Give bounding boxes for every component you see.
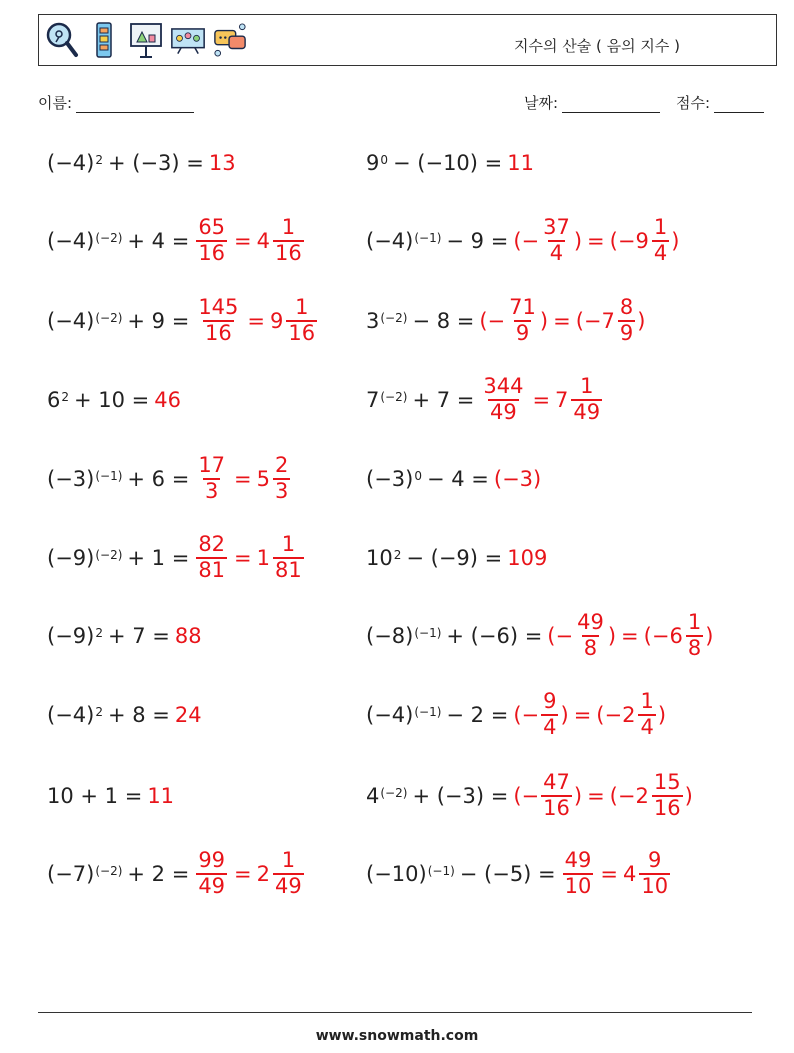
improper-fraction xyxy=(481,375,525,424)
answer-value: 24 xyxy=(174,703,202,727)
problem-base: 4 xyxy=(366,784,380,808)
answer-open-paren: ( xyxy=(596,703,605,727)
answer xyxy=(479,296,645,345)
answer xyxy=(494,467,541,491)
answer-close-paren: ) xyxy=(684,784,693,808)
problem-base: (−4) xyxy=(47,229,95,253)
meeting-board-icon xyxy=(171,21,205,59)
improper-fraction xyxy=(575,611,606,660)
answer xyxy=(194,533,305,582)
problem-exponent: 2 xyxy=(61,390,70,404)
mixed-whole: −2 xyxy=(604,703,636,727)
problem-base: (−4) xyxy=(366,229,414,253)
problem-base: (−3) xyxy=(47,467,95,491)
problem xyxy=(366,444,541,514)
problem-exponent: (−2) xyxy=(95,311,123,325)
improper-fraction-denominator: 49 xyxy=(490,400,517,424)
problem-exponent: (−1) xyxy=(427,864,455,878)
answer-open-paren: ( xyxy=(575,309,584,333)
problem-exponent: (−1) xyxy=(414,705,442,719)
answer-close-paren: ) xyxy=(560,703,569,727)
mixed-fraction-numerator: 1 xyxy=(281,215,296,240)
improper-fraction-numerator: 9 xyxy=(543,689,557,714)
problem xyxy=(47,128,236,198)
problem-exponent: 0 xyxy=(414,469,422,483)
mixed-fraction xyxy=(273,216,304,265)
mixed-whole: 5 xyxy=(256,467,271,491)
answer xyxy=(507,546,547,570)
mixed-fraction-denominator: 4 xyxy=(640,715,654,739)
answer-equals: = xyxy=(600,862,618,886)
answer xyxy=(194,849,305,898)
problem-operation: − 4 = xyxy=(426,467,489,491)
mixed-fraction-denominator: 49 xyxy=(275,874,302,898)
problem-exponent: 2 xyxy=(95,153,103,167)
problem xyxy=(47,680,202,750)
footer-url: www.snowmath.com xyxy=(315,1028,479,1044)
mixed-fraction-numerator: 1 xyxy=(653,215,668,240)
improper-fraction xyxy=(196,849,227,898)
mixed-fraction xyxy=(639,849,670,898)
mixed-fraction-numerator: 1 xyxy=(295,295,309,320)
answer xyxy=(561,849,672,898)
problem xyxy=(47,601,202,671)
mixed-fraction-denominator: 4 xyxy=(653,241,668,265)
mixed-fraction-denominator: 16 xyxy=(653,796,681,820)
mixed-fraction xyxy=(652,216,669,265)
problem xyxy=(366,601,713,671)
problem-operation: − (−5) = xyxy=(459,862,556,886)
mixed-fraction xyxy=(571,375,602,424)
mixed-fraction-numerator: 1 xyxy=(687,610,702,635)
date-blank xyxy=(562,98,660,113)
problem-operation: + (−3) = xyxy=(412,784,509,808)
problem-exponent: (−2) xyxy=(95,231,123,245)
improper-fraction-denominator: 10 xyxy=(564,874,592,898)
mixed-fraction-denominator: 16 xyxy=(275,241,302,265)
mixed-fraction xyxy=(273,849,304,898)
mixed-fraction xyxy=(273,533,304,582)
problem-base: (−9) xyxy=(47,624,95,648)
answer xyxy=(154,388,181,412)
problem-operation: + 8 = xyxy=(107,703,170,727)
problem-operation: − (−10) = xyxy=(393,151,503,175)
answer-equals: = xyxy=(234,467,252,491)
improper-fraction xyxy=(541,216,572,265)
problem xyxy=(47,286,319,356)
mixed-fraction-denominator: 10 xyxy=(641,874,669,898)
magnifier-icon xyxy=(45,21,79,59)
answer-value: 13 xyxy=(208,151,236,175)
answer-value: 46 xyxy=(154,388,182,412)
mixed-fraction-denominator: 3 xyxy=(275,479,289,503)
problem-exponent: (−2) xyxy=(380,311,408,325)
problem-exponent: 2 xyxy=(95,626,103,640)
name-blank xyxy=(76,98,194,113)
problem xyxy=(47,523,306,593)
answer-equals: = xyxy=(621,624,639,648)
improper-fraction xyxy=(196,216,227,265)
mixed-whole: 1 xyxy=(256,546,271,570)
improper-fraction-denominator: 16 xyxy=(198,241,226,265)
problem-base: 10 xyxy=(366,546,393,570)
answer-value: 11 xyxy=(147,784,175,808)
worksheet-title: 지수의 산술 ( 음의 지수 ) xyxy=(514,37,680,55)
improper-fraction-numerator: 17 xyxy=(198,453,226,478)
problem-exponent: (−1) xyxy=(95,469,123,483)
date-field xyxy=(524,92,660,113)
presentation-board-icon xyxy=(129,21,163,59)
answer xyxy=(513,771,692,820)
answer xyxy=(209,151,236,175)
answer xyxy=(175,703,202,727)
mixed-fraction-numerator: 1 xyxy=(580,374,594,399)
problem-base: (−9) xyxy=(47,546,95,570)
answer-equals: = xyxy=(587,784,605,808)
phone-chart-icon xyxy=(87,21,121,59)
mixed-whole: 7 xyxy=(555,388,569,412)
problem-base: 10 + 1 = xyxy=(47,784,143,808)
improper-fraction-denominator: 16 xyxy=(204,321,232,345)
improper-fraction-denominator: 9 xyxy=(515,321,530,345)
problem-operation: + (−6) = xyxy=(446,624,543,648)
problem-exponent: (−2) xyxy=(95,548,123,562)
improper-fraction-numerator: 49 xyxy=(564,848,592,873)
problem-base: (−4) xyxy=(47,309,95,333)
answer xyxy=(479,375,604,424)
problem-exponent: (−1) xyxy=(414,626,442,640)
mixed-whole: −2 xyxy=(617,784,649,808)
answer xyxy=(513,690,666,739)
score-blank xyxy=(714,98,764,113)
answer-close-paren: ) xyxy=(573,229,583,253)
mixed-whole: 4 xyxy=(623,862,637,886)
mixed-fraction-numerator: 1 xyxy=(640,689,654,714)
problem-base: (−8) xyxy=(366,624,414,648)
answer-equals: = xyxy=(234,229,252,253)
problem xyxy=(366,761,693,831)
mixed-fraction xyxy=(638,690,655,739)
improper-fraction xyxy=(196,454,227,503)
problem-exponent: (−2) xyxy=(95,864,123,878)
problem-operation: + 6 = xyxy=(127,467,190,491)
name-label: 이름: xyxy=(38,94,73,112)
problem-operation: + 10 = xyxy=(74,388,150,412)
problem xyxy=(366,206,679,276)
improper-fraction-denominator: 3 xyxy=(204,479,219,503)
answer-close-paren: ) xyxy=(573,784,583,808)
improper-fraction xyxy=(196,533,227,582)
problem-exponent: (−1) xyxy=(414,231,442,245)
answer-equals: = xyxy=(573,703,592,727)
answer-open-paren: (− xyxy=(479,309,506,333)
answer-equals: = xyxy=(247,309,266,333)
improper-fraction-denominator: 16 xyxy=(543,796,570,820)
mixed-fraction xyxy=(273,454,290,503)
problem-exponent: (−2) xyxy=(380,786,408,800)
problem-base: (−10) xyxy=(366,862,427,886)
date-label: 날짜: xyxy=(524,94,559,112)
problem-base: (−4) xyxy=(366,703,414,727)
answer-close-paren: ) xyxy=(657,703,667,727)
answer-value: (−3) xyxy=(493,467,542,491)
mixed-fraction xyxy=(286,296,317,345)
mixed-whole: 9 xyxy=(270,309,284,333)
answer-close-paren: ) xyxy=(705,624,714,648)
improper-fraction-numerator: 65 xyxy=(198,215,226,240)
answer-equals: = xyxy=(234,862,252,886)
answer-equals: = xyxy=(587,229,605,253)
problem-base: (−7) xyxy=(47,862,95,886)
problem xyxy=(366,839,672,909)
improper-fraction-numerator: 47 xyxy=(543,770,570,795)
improper-fraction xyxy=(196,296,240,345)
problem xyxy=(47,206,306,276)
name-field xyxy=(38,92,194,113)
score-label: 점수: xyxy=(676,94,711,112)
answer-open-paren: (− xyxy=(513,229,540,253)
improper-fraction-denominator: 81 xyxy=(198,558,226,582)
footer-divider xyxy=(38,1012,752,1013)
answer xyxy=(194,454,292,503)
mixed-fraction xyxy=(652,771,683,820)
problem-operation: + 7 = xyxy=(107,624,170,648)
problem-operation: + 9 = xyxy=(127,309,190,333)
mixed-fraction-denominator: 49 xyxy=(573,400,601,424)
answer-close-paren: ) xyxy=(671,229,680,253)
problem-base: (−4) xyxy=(47,151,95,175)
improper-fraction xyxy=(507,296,538,345)
mixed-whole: −7 xyxy=(583,309,615,333)
answer-open-paren: ( xyxy=(643,624,652,648)
answer-open-paren: ( xyxy=(609,784,618,808)
answer xyxy=(513,216,679,265)
mixed-fraction-numerator: 2 xyxy=(275,453,289,478)
problem xyxy=(366,680,666,750)
answer-open-paren: (− xyxy=(547,624,574,648)
improper-fraction-denominator: 4 xyxy=(549,241,564,265)
problem-base: 3 xyxy=(366,309,380,333)
problem-exponent: (−2) xyxy=(380,390,408,404)
answer-equals: = xyxy=(234,546,252,570)
answer xyxy=(147,784,174,808)
problem-operation: − 8 = xyxy=(412,309,475,333)
problem-base: 7 xyxy=(366,388,380,412)
improper-fraction-numerator: 145 xyxy=(198,295,239,320)
problem xyxy=(47,839,306,909)
score-field xyxy=(676,92,764,113)
problem-operation: − 9 = xyxy=(446,229,509,253)
problem-exponent: 2 xyxy=(393,548,402,562)
mixed-fraction xyxy=(686,611,703,660)
problem xyxy=(47,761,174,831)
problem-exponent: 0 xyxy=(380,153,389,167)
mixed-whole: 2 xyxy=(256,862,271,886)
problem-operation: + (−3) = xyxy=(107,151,204,175)
answer xyxy=(175,624,202,648)
problem-operation: + 2 = xyxy=(127,862,190,886)
answer-close-paren: ) xyxy=(607,624,617,648)
answer-close-paren: ) xyxy=(637,309,646,333)
mixed-fraction-numerator: 1 xyxy=(281,532,296,557)
problem-base: 6 xyxy=(47,388,61,412)
improper-fraction-denominator: 8 xyxy=(583,636,598,660)
problem xyxy=(47,444,292,514)
mixed-whole: 4 xyxy=(256,229,271,253)
answer-open-paren: ( xyxy=(609,229,618,253)
improper-fraction xyxy=(541,771,572,820)
problem-operation: − (−9) = xyxy=(406,546,503,570)
answer-open-paren: (− xyxy=(513,784,540,808)
problem-operation: − 2 = xyxy=(446,703,509,727)
answer xyxy=(194,296,319,345)
problem-base: 9 xyxy=(366,151,380,175)
problem xyxy=(366,523,547,593)
answer-open-paren: (− xyxy=(513,703,540,727)
improper-fraction-denominator: 4 xyxy=(543,715,557,739)
answer-value: 11 xyxy=(507,151,534,175)
problem xyxy=(366,286,645,356)
improper-fraction-numerator: 71 xyxy=(509,295,536,320)
mixed-fraction-numerator: 1 xyxy=(281,848,296,873)
improper-fraction-numerator: 82 xyxy=(198,532,226,557)
problem-operation: + 1 = xyxy=(127,546,190,570)
worksheet-header xyxy=(38,14,777,66)
improper-fraction-numerator: 37 xyxy=(543,215,570,240)
mixed-fraction-numerator: 9 xyxy=(648,848,662,873)
answer-value: 109 xyxy=(507,546,548,570)
problem xyxy=(366,128,534,198)
answer-equals: = xyxy=(553,309,571,333)
mixed-whole: −6 xyxy=(651,624,683,648)
answer xyxy=(507,151,534,175)
answer-close-paren: ) xyxy=(539,309,549,333)
improper-fraction-numerator: 49 xyxy=(577,610,604,635)
problem-operation: + 4 = xyxy=(127,229,190,253)
improper-fraction-denominator: 49 xyxy=(198,874,226,898)
problem-base: (−3) xyxy=(366,467,414,491)
problem xyxy=(366,365,604,435)
improper-fraction-numerator: 344 xyxy=(483,374,524,399)
problem-exponent: 2 xyxy=(95,705,103,719)
chat-bubbles-icon xyxy=(213,21,247,59)
problem xyxy=(47,365,181,435)
improper-fraction xyxy=(563,849,594,898)
improper-fraction-numerator: 99 xyxy=(198,848,226,873)
problem-operation: + 7 = xyxy=(412,388,475,412)
mixed-fraction-denominator: 16 xyxy=(288,321,316,345)
answer-equals: = xyxy=(532,388,551,412)
improper-fraction xyxy=(541,690,558,739)
mixed-fraction-numerator: 8 xyxy=(619,295,634,320)
mixed-fraction-denominator: 9 xyxy=(619,321,634,345)
problem-base: (−4) xyxy=(47,703,95,727)
mixed-fraction-denominator: 81 xyxy=(275,558,302,582)
answer-value: 88 xyxy=(174,624,202,648)
mixed-fraction-denominator: 8 xyxy=(687,636,702,660)
answer xyxy=(547,611,713,660)
mixed-whole: −9 xyxy=(617,229,649,253)
mixed-fraction-numerator: 15 xyxy=(653,770,681,795)
mixed-fraction xyxy=(618,296,635,345)
answer xyxy=(194,216,305,265)
header-icons xyxy=(45,21,247,59)
